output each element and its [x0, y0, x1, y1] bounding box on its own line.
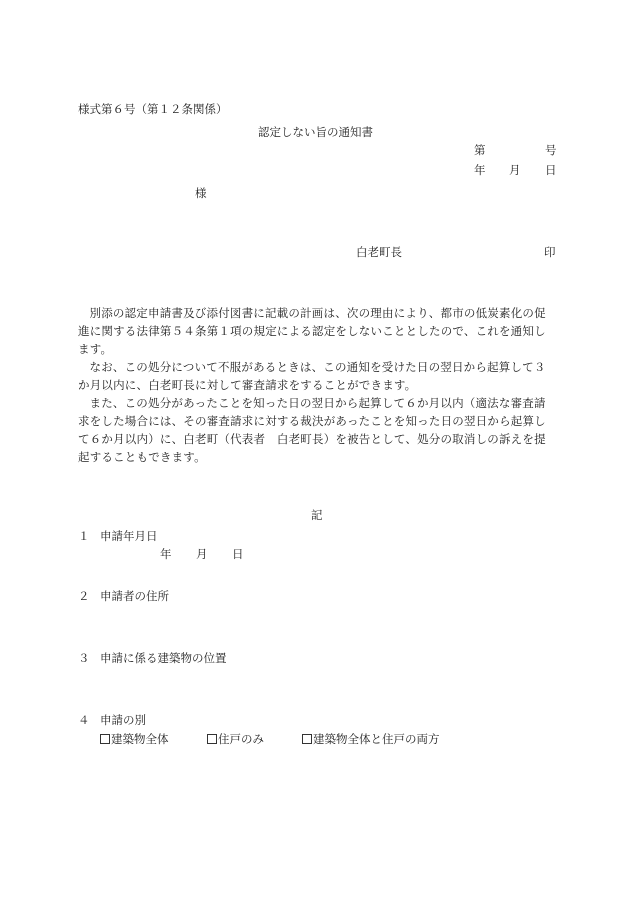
item-1-label: 申請年月日	[100, 529, 158, 543]
option-both-label: 建築物全体と住戸の両方	[313, 732, 440, 746]
form-number: 様式第６号（第１２条関係）	[78, 102, 228, 116]
document-number-prefix: 第	[474, 143, 486, 157]
application-date-month: 月	[196, 547, 208, 561]
date-day: 日	[545, 163, 557, 177]
item-2-number: ２	[78, 589, 90, 603]
date-month: 月	[509, 163, 521, 177]
document-number-suffix: 号	[545, 143, 557, 157]
checkbox-both[interactable]	[302, 734, 312, 744]
paragraph-3: また、この処分があったことを知った日の翌日から起算して６か月以内（適法な審査請求をした場合には、その審査請求に対する裁決があったことを知った日の翌日から起算して６か月以内）に、白老町（代表者 白老町長）を被告として、処分の取消しの訴えを提起することもできます。	[78, 396, 546, 464]
issuer-name: 白老町長	[356, 245, 402, 259]
notice-body	[78, 304, 556, 466]
application-date-day: 日	[232, 547, 244, 561]
item-1-number: １	[78, 529, 90, 543]
option-whole-building-label: 建築物全体	[111, 732, 169, 746]
option-whole-building[interactable]	[100, 731, 169, 747]
date-year: 年	[474, 163, 486, 177]
checkbox-whole-building[interactable]	[100, 734, 110, 744]
option-dwelling-only-label: 住戸のみ	[218, 732, 264, 746]
paragraph-2: なお、この処分について不服があるときは、この通知を受けた日の翌日から起算して３か月以内に、白老町長に対して審査請求をすることができます。	[78, 360, 546, 392]
item-2-label: 申請者の住所	[100, 589, 169, 603]
option-dwelling-only[interactable]	[207, 731, 264, 747]
item-3-number: ３	[78, 651, 90, 665]
item-4-number: ４	[78, 713, 90, 727]
application-date-year: 年	[160, 547, 172, 561]
document-title: 認定しない旨の通知書	[258, 125, 373, 139]
option-both[interactable]	[302, 731, 440, 747]
seal-mark: 印	[544, 245, 556, 259]
addressee-suffix: 様	[195, 186, 207, 200]
record-heading: 記	[311, 508, 323, 522]
item-4-label: 申請の別	[100, 713, 146, 727]
checkbox-dwelling-only[interactable]	[207, 734, 217, 744]
item-3-label: 申請に係る建築物の位置	[100, 651, 227, 665]
paragraph-1: 別添の認定申請書及び添付図書に記載の計画は、次の理由により、都市の低炭素化の促進に関する法律第５４条第１項の規定による認定をしないこととしたので、これを通知します。	[78, 306, 546, 356]
